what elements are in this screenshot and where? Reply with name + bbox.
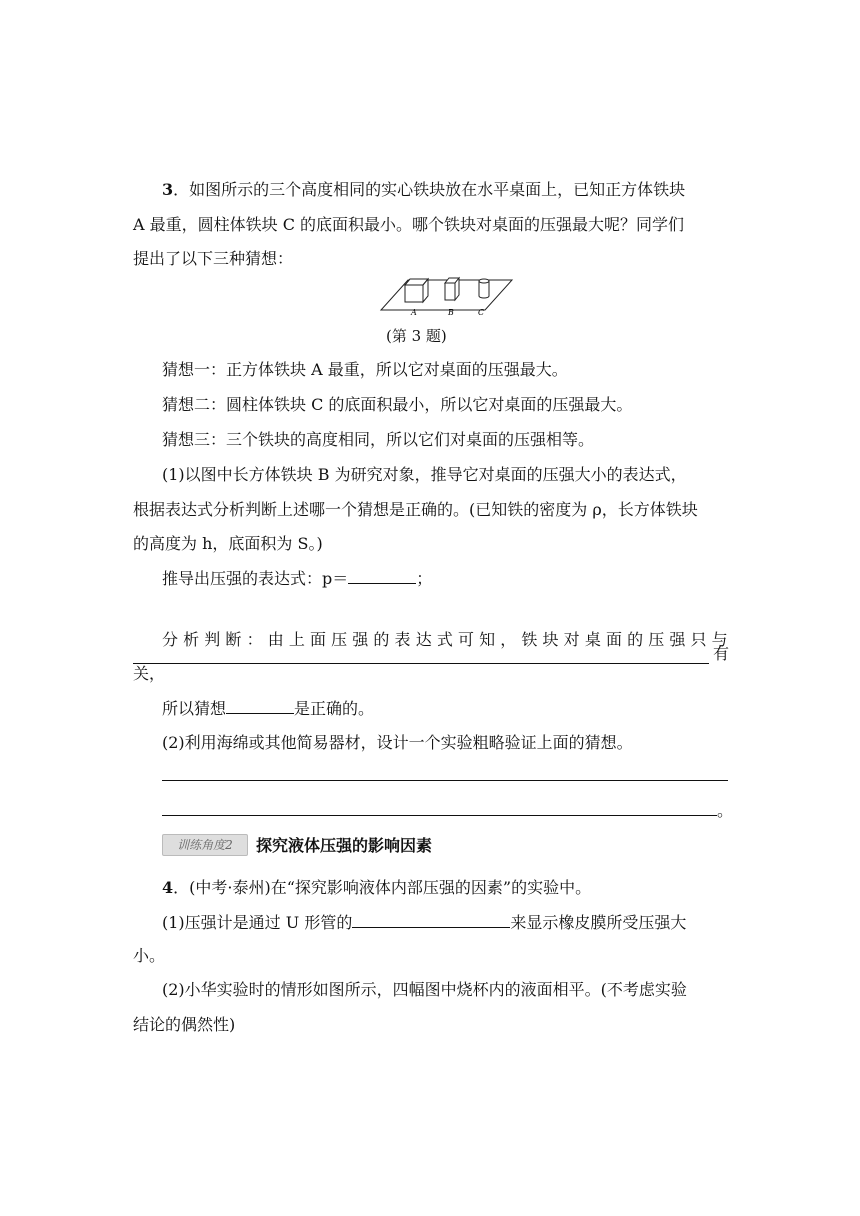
q3-line1-text: ．如图所示的三个高度相同的实心铁块放在水平桌面上，已知正方体铁块 [173, 180, 686, 199]
q4-part1-next: 小。 [133, 946, 166, 965]
derive-line [162, 568, 432, 589]
section-header [162, 833, 432, 856]
analysis-char: 达 [415, 630, 432, 649]
conclusion-line [162, 698, 374, 719]
q3-line1 [162, 180, 685, 200]
derive-suffix: ； [416, 569, 433, 588]
analysis-char: 断 [225, 630, 242, 649]
analysis-char: ， [500, 630, 517, 649]
analysis-char: 可 [457, 630, 474, 649]
guess-three: 猜想三：三个铁块的高度相同，所以它们对桌面的压强相等。 [162, 430, 595, 449]
label-a: A [411, 308, 417, 316]
analysis-char: 式 [436, 630, 453, 649]
answer-line-2 [162, 800, 733, 821]
conclusion-suffix: 是正确的。 [294, 699, 375, 718]
analysis-char: 的 [373, 630, 390, 649]
three-iron-blocks-figure [378, 270, 514, 316]
training-angle-badge: 训练角度2 [162, 834, 248, 856]
section-title: 探究液体压强的影响因素 [256, 836, 433, 855]
q4-line1-text: ．(中考·泰州)在“探究影响液体内部压强的因素”的实验中。 [173, 878, 592, 897]
analysis-char: 判 [204, 630, 221, 649]
q4-line1 [162, 878, 591, 898]
analysis-char: 析 [183, 630, 200, 649]
analysis-char: 面 [309, 630, 326, 649]
q3-number: 3 [162, 180, 174, 199]
analysis-char: 与 [711, 630, 728, 649]
analysis-char: 的 [627, 630, 644, 649]
guess-two: 猜想二：圆柱体铁块 C 的底面积最小，所以它对桌面的压强最大。 [162, 395, 633, 414]
analysis-char: 知 [479, 630, 496, 649]
analysis-char: 面 [605, 630, 622, 649]
analysis-char: 强 [669, 630, 686, 649]
box-b [445, 278, 459, 300]
analysis-char: ： [246, 630, 263, 649]
q4-part2-line1: (2)小华实验时的情形如图所示，四幅图中烧杯内的液面相平。(不考虑实验 [162, 980, 687, 999]
q4-part1-suffix: 来显示橡皮膜所受压强大 [510, 913, 687, 932]
label-c: C [478, 308, 485, 316]
derive-prefix: 推导出压强的表达式：p＝ [162, 569, 349, 588]
analysis-char: 上 [288, 630, 305, 649]
part2-line: (2)利用海绵或其他简易器材，设计一个实验粗略验证上面的猜想。 [162, 733, 633, 752]
answer-blank-utube[interactable] [352, 912, 510, 928]
cylinder-c [479, 279, 489, 298]
analysis-char: 强 [352, 630, 369, 649]
part1-line3: 的高度为 h，底面积为 S。) [133, 534, 323, 553]
label-b: B [448, 308, 454, 316]
analysis-char: 由 [267, 630, 284, 649]
answer-blank-experiment-2[interactable] [162, 800, 717, 816]
analysis-blank-line [133, 632, 729, 664]
part1-line2: 根据表达式分析判断上述哪一个猜想是正确的。(已知铁的密度为 ρ，长方体铁块 [133, 500, 698, 519]
analysis-next: 关， [133, 664, 166, 683]
guess-one: 猜想一：正方体铁块 A 最重，所以它对桌面的压强最大。 [162, 360, 568, 379]
q4-part2-line2: 结论的偶然性) [133, 1015, 236, 1034]
analysis-char: 压 [331, 630, 348, 649]
answer-line-2-end: 。 [717, 801, 734, 820]
analysis-char: 块 [542, 630, 559, 649]
analysis-char: 桌 [584, 630, 601, 649]
analysis-char: 表 [394, 630, 411, 649]
q3-line3: 提出了以下三种猜想： [133, 249, 294, 268]
q3-line2: A 最重，圆柱体铁块 C 的底面积最小。哪个铁块对桌面的压强最大呢？同学们 [133, 215, 685, 234]
cube-a [405, 279, 428, 302]
part1-line1: (1)以图中长方体铁块 B 为研究对象，推导它对桌面的压强大小的表达式， [162, 465, 687, 484]
q4-part1-prefix: (1)压强计是通过 U 形管的 [162, 913, 353, 932]
figure-caption: (第 3 题) [386, 327, 447, 345]
analysis-char: 对 [563, 630, 580, 649]
answer-blank-factor[interactable] [133, 648, 709, 664]
analysis-char: 压 [648, 630, 665, 649]
q4-number: 4 [162, 878, 174, 897]
answer-blank-guess[interactable] [226, 698, 294, 714]
q4-part1-line [162, 912, 686, 933]
conclusion-prefix: 所以猜想 [162, 699, 227, 718]
answer-line-1 [162, 765, 728, 786]
answer-blank-expression[interactable] [348, 568, 416, 584]
answer-blank-experiment-1[interactable] [162, 765, 728, 781]
analysis-char: 铁 [521, 630, 538, 649]
analysis-char: 分 [162, 630, 179, 649]
analysis-end: 有 [712, 644, 729, 663]
analysis-char: 只 [690, 630, 707, 649]
